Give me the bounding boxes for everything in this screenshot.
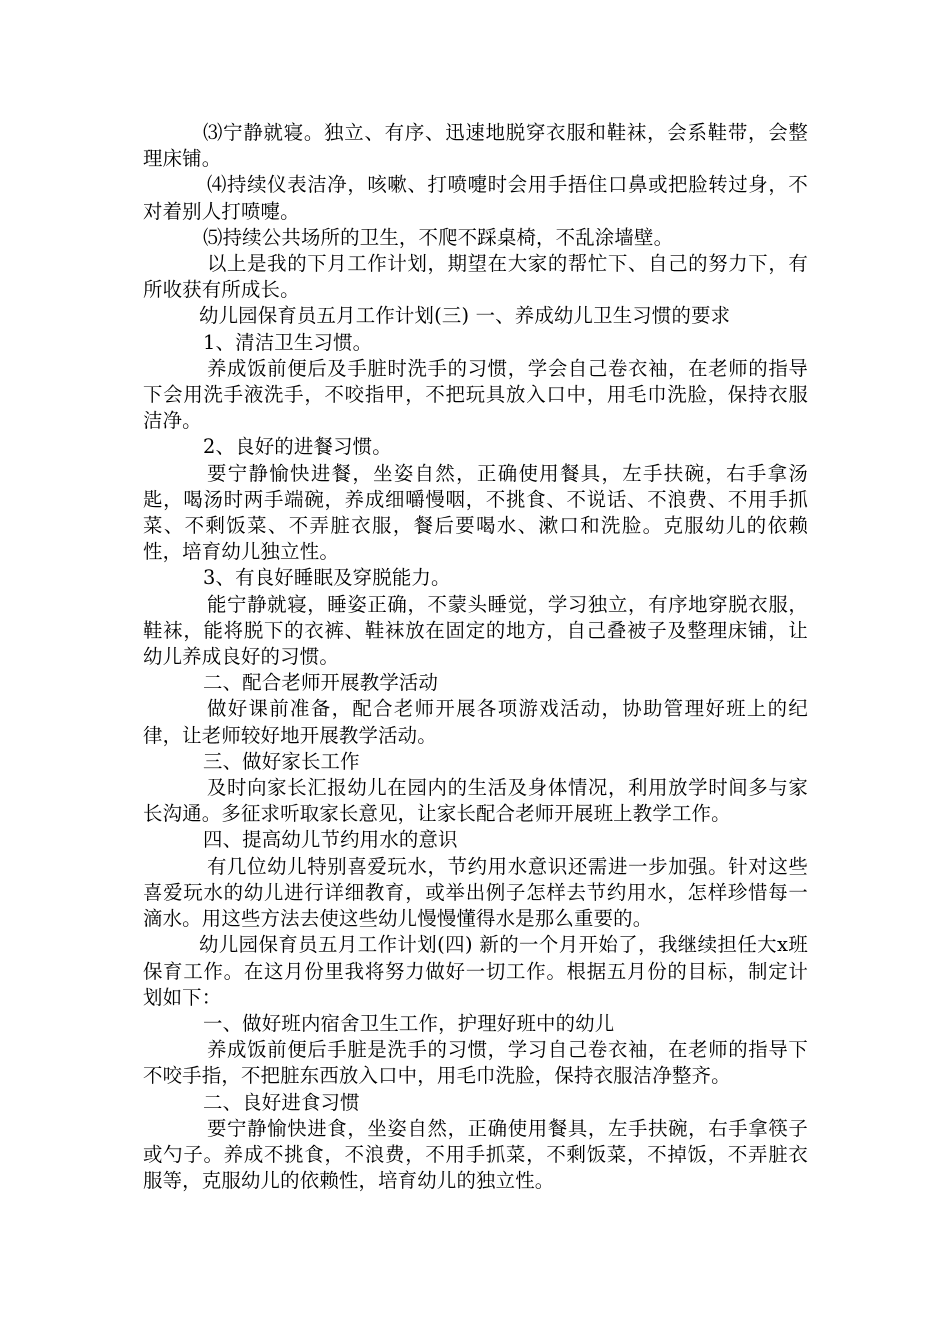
heading-eating: 2、良好的进餐习惯。 bbox=[203, 435, 392, 459]
paragraph-closing: 以上是我的下月工作计划，期望在大家的帮忙下、自己的努力下，有所收获有所成长。 bbox=[143, 252, 808, 302]
heading-water: 四、提高幼儿节约用水的意识 bbox=[203, 828, 458, 852]
paragraph-eating: 要宁静愉快进餐，坐姿自然，正确使用餐具，左手扶碗，右手拿汤匙，喝汤时两手端碗，养成细嚼慢咽，不挑食、不说话、不浪费、不用手抓菜、不剩饭菜、不弄脏衣服，餐后要喝水、漱口和洗脸。克服幼儿的依赖性，培育幼儿独立性。 bbox=[143, 461, 808, 564]
paragraph-eating-2: 要宁静愉快进食，坐姿自然，正确使用餐具，左手扶碗，右手拿筷子或勺子。养成不挑食，不浪费，不用手抓菜，不剩饭菜，不掉饭，不弄脏衣服等，克服幼儿的依赖性，培育幼儿的独立性。 bbox=[143, 1116, 808, 1193]
heading-parents: 三、做好家长工作 bbox=[203, 749, 360, 773]
heading-sleep-dress: 3、有良好睡眠及穿脱能力。 bbox=[203, 566, 451, 590]
paragraph-sleep-habit: ⑶宁静就寝。独立、有序、迅速地脱穿衣服和鞋袜，会系鞋带，会整理床铺。 bbox=[143, 121, 808, 171]
paragraph-sleep-dress: 能宁静就寝，睡姿正确，不蒙头睡觉，学习独立，有序地穿脱衣服，鞋袜，能将脱下的衣裤、鞋袜放在固定的地方，自己叠被子及整理床铺，让幼儿养成良好的习惯。 bbox=[143, 592, 808, 669]
heading-dorm-hygiene: 一、做好班内宿舍卫生工作，护理好班中的幼儿 bbox=[203, 1011, 615, 1035]
heading-eating-2: 二、良好进食习惯 bbox=[203, 1090, 360, 1114]
paragraph-public-hygiene: ⑸持续公共场所的卫生，不爬不踩桌椅，不乱涂墙壁。 bbox=[203, 225, 674, 249]
paragraph-parents: 及时向家长汇报幼儿在园内的生活及身体情况，利用放学时间多与家长沟通。多征求听取家长意见，让家长配合老师开展班上教学工作。 bbox=[143, 776, 808, 826]
paragraph-handwashing: 养成饭前便后及手脏时洗手的习惯，学会自己卷衣袖，在老师的指导下会用洗手液洗手，不咬指甲，不把玩具放入口中，用毛巾洗脸，保持衣服洁净。 bbox=[143, 356, 808, 433]
paragraph-appearance: ⑷持续仪表洁净，咳嗽、打喷嚏时会用手捂住口鼻或把脸转过身，不对着别人打喷嚏。 bbox=[143, 173, 808, 223]
paragraph-teaching: 做好课前准备，配合老师开展各项游戏活动，协助管理好班上的纪律，让老师较好地开展教学活动。 bbox=[143, 697, 808, 747]
heading-teaching: 二、配合老师开展教学活动 bbox=[203, 671, 439, 695]
heading-cleanliness: 1、清洁卫生习惯。 bbox=[203, 330, 373, 354]
paragraph-water: 有几位幼儿特别喜爱玩水，节约用水意识还需进一步加强。针对这些喜爱玩水的幼儿进行详细教育，或举出例子怎样去节约用水，怎样珍惜每一滴水。用这些方法去使这些幼儿慢慢懂得水是那么重要的。 bbox=[143, 854, 808, 931]
section-title-plan-4: 幼儿园保育员五月工作计划(四) 新的一个月开始了，我继续担任大x班保育工作。在这月份里我将努力做好一切工作。根据五月份的目标，制定计划如下： bbox=[143, 933, 808, 1009]
section-title-plan-3: 幼儿园保育员五月工作计划(三) 一、养成幼儿卫生习惯的要求 bbox=[199, 304, 731, 328]
paragraph-dorm-hygiene: 养成饭前便后手脏是洗手的习惯，学习自己卷衣袖，在老师的指导下不咬手指，不把脏东西放入口中，用毛巾洗脸，保持衣服洁净整齐。 bbox=[143, 1038, 808, 1088]
document-body bbox=[143, 120, 808, 1194]
